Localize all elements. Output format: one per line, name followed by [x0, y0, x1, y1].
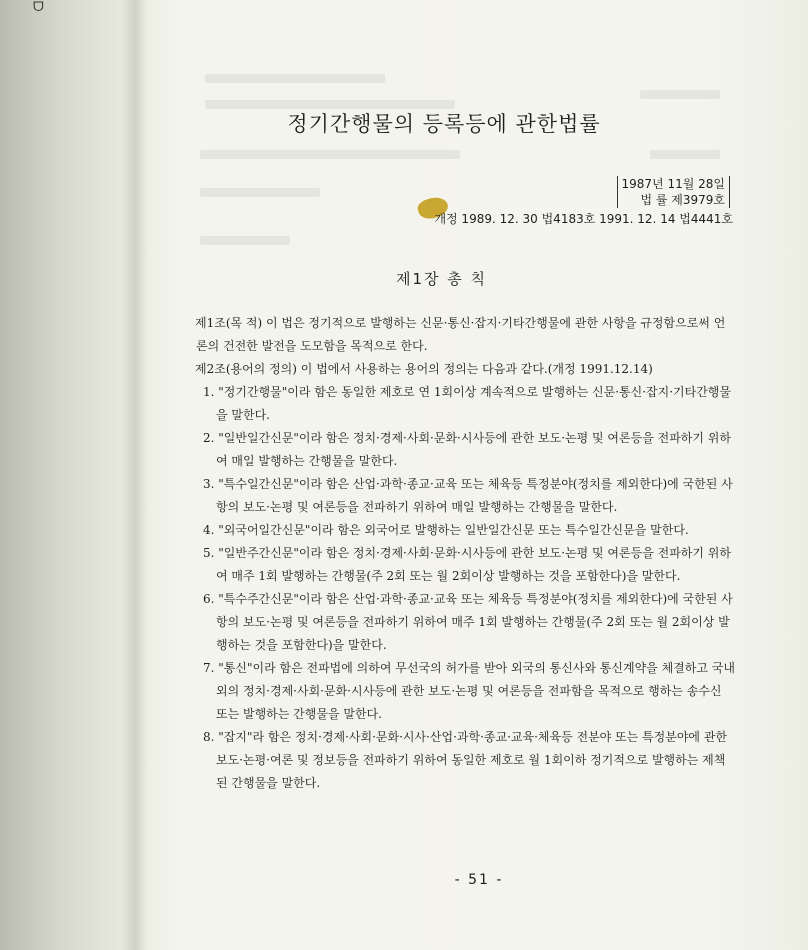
- corner-mark: ᗜ: [33, 0, 44, 15]
- law-number: 법 률 제3979호: [640, 193, 725, 207]
- article-text: 이 법은 정기적으로 발행하는 신문·통신·잡지·기타간행물에 관한 사항을 규정함으로써 언론의 건전한 발전을 도모함을 목적으로 한다.: [196, 316, 726, 353]
- definition-item: 2. "일반일간신문"이라 함은 정치·경제·사회·문화·시사등에 관한 보도·논평 및 여론등을 전파하기 위하여 매일 발행하는 간행물을 말한다.: [203, 431, 731, 468]
- article-text: 이 법에서 사용하는 용어의 정의는 다음과 같다.(개정 1991.12.14): [300, 362, 653, 376]
- law-info-bracket: [617, 176, 730, 208]
- enactment-date: 1987년 11월 28일: [621, 177, 725, 191]
- definition-item: 7. "통신"이라 함은 전파법에 의하여 무선국의 허가를 받아 외국의 통신사와 통신계약을 체결하고 국내외의 정치·경제·사회·문화·시사등에 관한 보도·논평 및 여론등을 전파함을 목적으로 행하는 송수신 또는 발행하는 간행물을 말한다.: [203, 661, 735, 721]
- amendment-history: 개정 1989. 12. 30 법4183호 1991. 12. 14 법4441호: [434, 212, 733, 226]
- article-heading: 제1조(목 적): [195, 316, 263, 330]
- article-2: [196, 358, 736, 381]
- bleed-through: [640, 90, 720, 99]
- bleed-through: [200, 150, 460, 159]
- definition-item: 6. "특수주간신문"이라 함은 산업·과학·종교·교육 또는 체육등 특정분야(정치를 제외한다)에 국한된 사항의 보도·논평 및 여론등을 전파하기 위하여 매주 1회 발행하는 간행물(주 2회 또는 월 2회이상 발행하는 것을 포함한다)을 말한다.: [203, 592, 733, 652]
- page-number: - 51 -: [454, 872, 504, 888]
- book-spine-shadow: [120, 0, 148, 950]
- chapter-heading: 제1장 총 칙: [395, 270, 488, 288]
- law-body: [196, 312, 736, 795]
- definition-item: 4. "외국어일간신문"이라 함은 외국어로 발행하는 일반일간신문 또는 특수일간신문을 말한다.: [203, 523, 689, 537]
- law-info: [617, 176, 730, 208]
- bleed-through: [200, 236, 290, 245]
- bleed-through: [200, 188, 320, 197]
- article-1: [196, 312, 736, 358]
- bleed-through: [205, 74, 385, 83]
- definition-item: 1. "정기간행물"이라 함은 동일한 제호로 연 1회이상 계속적으로 발행하는 신문·통신·잡지·기타간행물을 말한다.: [203, 385, 731, 422]
- definition-item: 8. "잡지"라 함은 정치·경제·사회·문화·시사·산업·과학·종교·교육·체육등 전분야 또는 특정분야에 관한 보도·논평·여론 및 정보등을 전파하기 위하여 동일한 제호로 월 1회이하 정기적으로 발행하는 제책된 간행물을 말한다.: [203, 730, 728, 790]
- definition-item: 5. "일반주간신문"이라 함은 정치·경제·사회·문화·시사등에 관한 보도·논평 및 여론등을 전파하기 위하여 매주 1회 발행하는 간행물(주 2회 또는 월 2회이상 발행하는 것을 포함한다)을 말한다.: [203, 546, 731, 583]
- bleed-through: [650, 150, 720, 159]
- article-heading: 제2조(용어의 정의): [195, 362, 297, 376]
- law-title: 정기간행물의 등록등에 관한법률: [287, 112, 601, 136]
- definition-item: 3. "특수일간신문"이라 함은 산업·과학·종교·교육 또는 체육등 특정분야(정치를 제외한다)에 국한된 사항의 보도·논평 및 여론등을 전파하기 위하여 매일 발행하는 간행물을 말한다.: [203, 477, 733, 514]
